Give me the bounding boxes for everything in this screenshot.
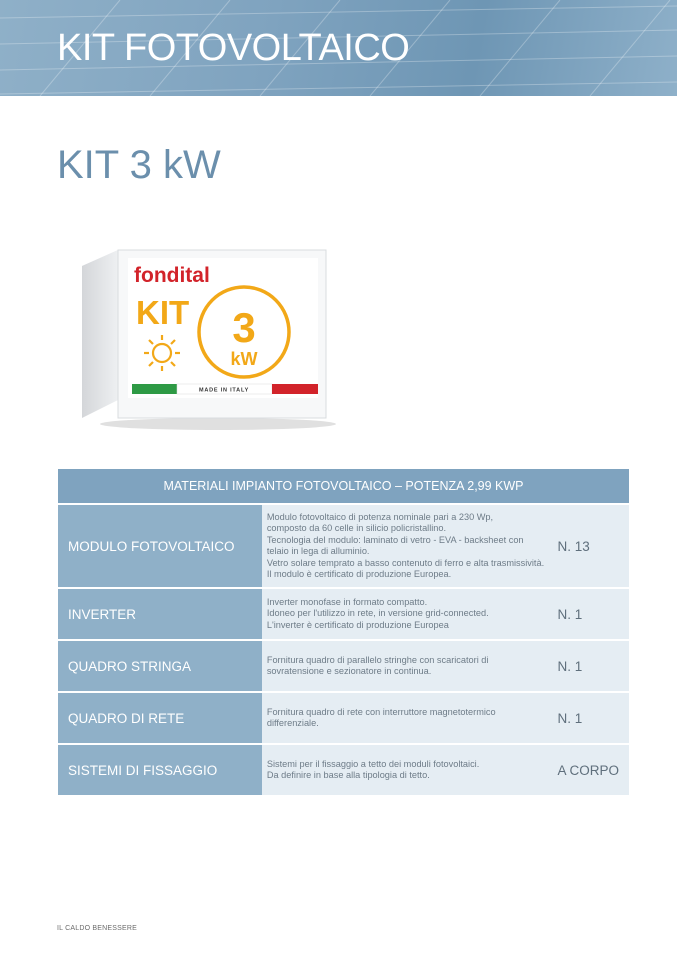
kit-label: KIT (136, 294, 190, 331)
row-name: QUADRO STRINGA (58, 640, 262, 692)
header-banner (0, 0, 677, 96)
row-name: MODULO FOTOVOLTAICO (58, 504, 262, 588)
brand-logo: fondital (134, 264, 210, 287)
table-row (58, 744, 629, 796)
row-description: Modulo fotovoltaico di potenza nominale pari a 230 Wp, composto da 60 celle in silicio policristallino. Tecnologia del modulo: laminato di vetro - EVA - backsheet con telaio in lega di alluminio. Vetro solare temprato a basso contenuto di ferro e alta trasmissività. Il modulo è certificato di produzione Europea. (262, 504, 556, 588)
table-header-row (58, 469, 629, 504)
row-description: Sistemi per il fissaggio a tetto dei moduli fotovoltaici. Da definire in base alla tipologia di tetto. (262, 744, 556, 796)
row-description: Inverter monofase in formato compatto. Idoneo per l'utilizzo in rete, in versione grid-connected. L'inverter è certificato di produzione Europea (262, 588, 556, 640)
table-row (58, 692, 629, 744)
row-quantity: A CORPO (556, 744, 630, 796)
row-quantity: N. 1 (556, 692, 630, 744)
power-unit: kW (230, 349, 258, 369)
row-description: Fornitura quadro di parallelo stringhe con scaricatori di sovratensione e sezionatore in continua. (262, 640, 556, 692)
row-quantity: N. 13 (556, 504, 630, 588)
row-quantity: N. 1 (556, 588, 630, 640)
made-in-italy-label: MADE IN ITALY (198, 387, 250, 394)
table-row (58, 588, 629, 640)
row-quantity: N. 1 (556, 640, 630, 692)
table-row (58, 504, 629, 588)
table-header: MATERIALI IMPIANTO FOTOVOLTAICO – POTENZA 2,99 KWP (58, 469, 629, 504)
page-header-title: KIT FOTOVOLTAICO (57, 27, 410, 69)
table-row (58, 640, 629, 692)
row-name: SISTEMI DI FISSAGGIO (58, 744, 262, 796)
kit-title: KIT 3 kW (57, 143, 221, 187)
row-description: Fornitura quadro di rete con interruttore magnetotermico differenziale. (262, 692, 556, 744)
power-number: 3 (232, 304, 256, 351)
footer-text: IL CALDO BENESSERE (57, 925, 137, 932)
product-box-illustration (78, 236, 338, 436)
row-name: QUADRO DI RETE (58, 692, 262, 744)
row-name: INVERTER (58, 588, 262, 640)
materials-table (58, 469, 629, 797)
